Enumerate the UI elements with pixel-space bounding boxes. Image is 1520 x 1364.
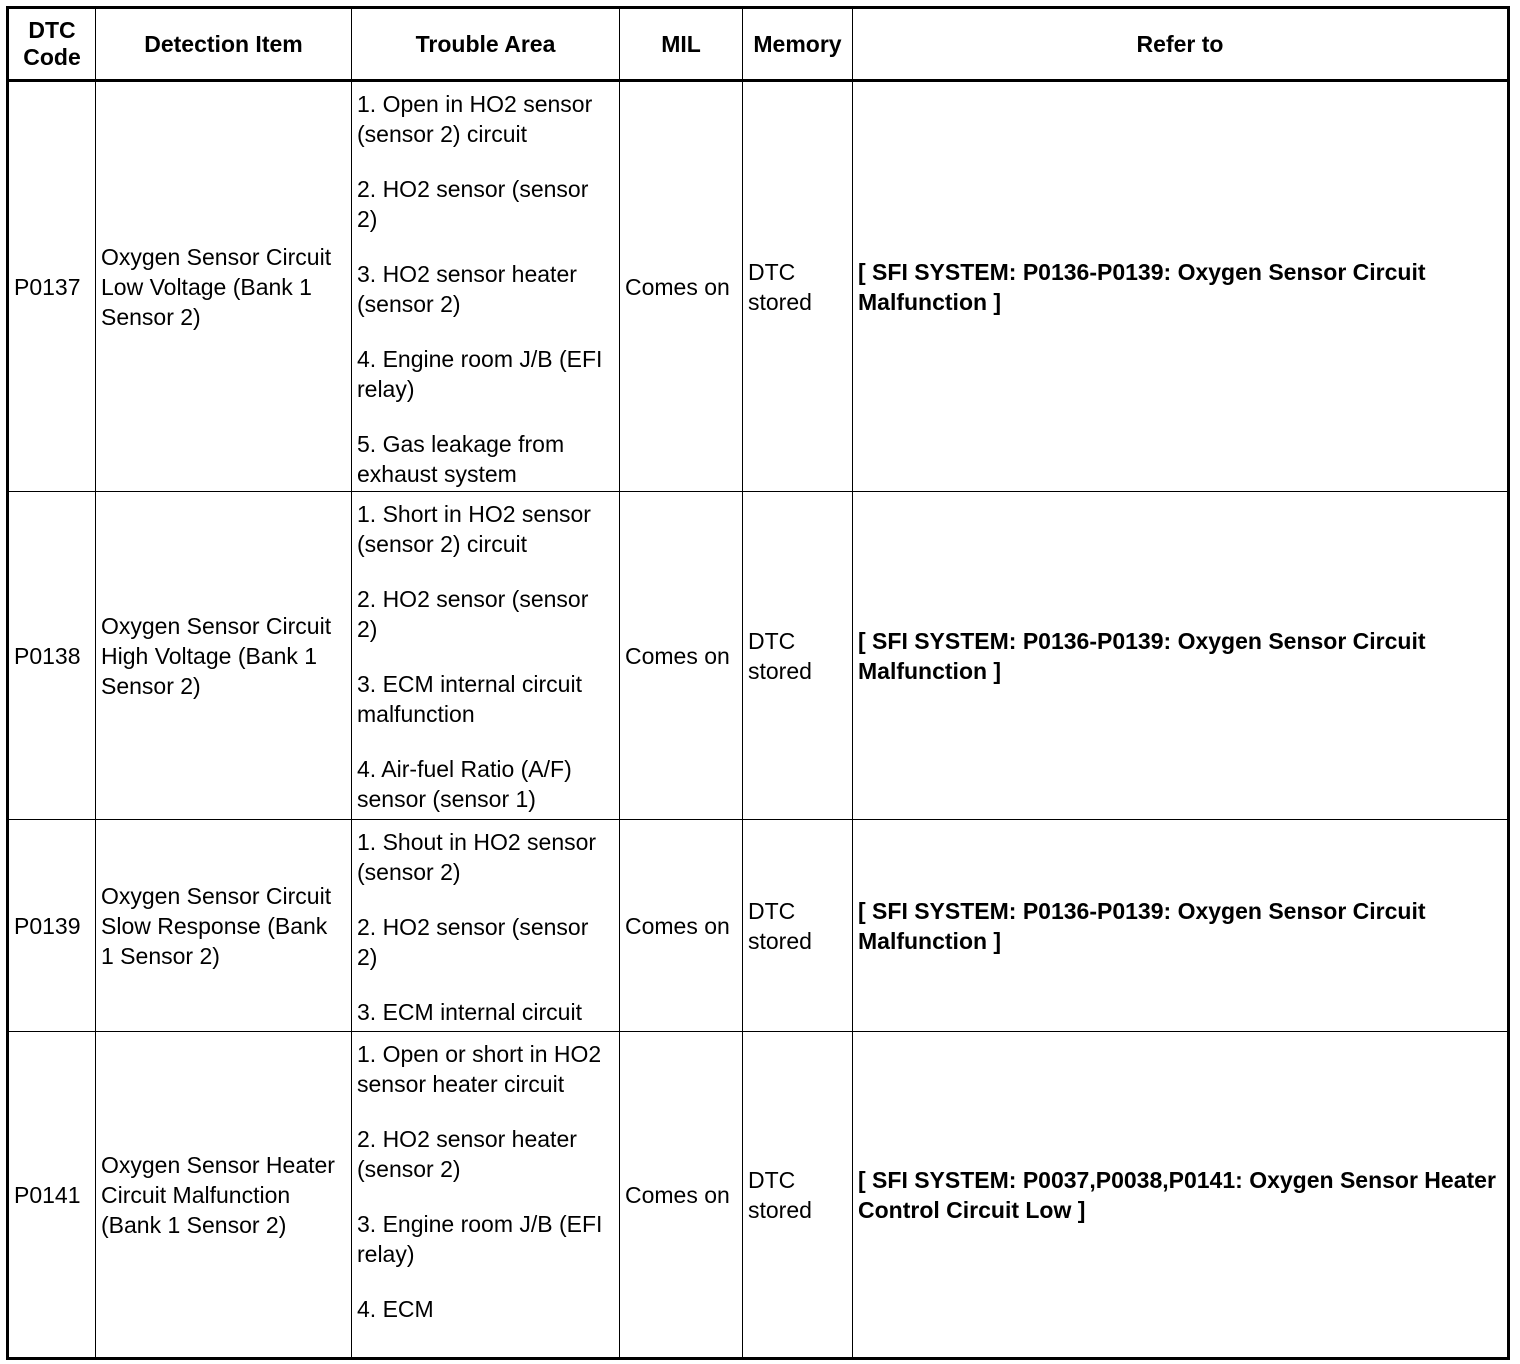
trouble-area-item: 3. ECM internal circuit malfunction [357,671,582,727]
memory-cell: DTC stored [743,492,853,820]
trouble-area-item: 3. ECM internal circuit [357,999,582,1025]
table-body [8,81,1509,1359]
header-refer-to: Refer to [853,8,1509,81]
refer-to-link[interactable]: [ SFI SYSTEM: P0136-P0139: Oxygen Sensor Circuit Malfunction ] [853,81,1509,492]
trouble-area-cell [352,492,620,820]
table-header [8,8,1509,81]
trouble-area-item: 1. Short in HO2 sensor (sensor 2) circuit [357,501,591,557]
memory-cell: DTC stored [743,81,853,492]
trouble-area-item: 1. Open in HO2 sensor (sensor 2) circuit [357,91,593,147]
trouble-area-item: 3. Engine room J/B (EFI relay) [357,1211,603,1267]
header-dtc-code: DTC Code [8,8,96,81]
trouble-area-item: 1. Shout in HO2 sensor (sensor 2) [357,829,597,885]
refer-to-link[interactable]: [ SFI SYSTEM: P0136-P0139: Oxygen Sensor Circuit Malfunction ] [853,820,1509,1032]
trouble-area-item: 1. Open or short in HO2 sensor heater circuit [357,1041,602,1097]
dtc-code-cell: P0139 [8,820,96,1032]
dtc-code-cell: P0137 [8,81,96,492]
mil-cell: Comes on [620,81,743,492]
detection-item-cell: Oxygen Sensor Heater Circuit Malfunction (Bank 1 Sensor 2) [96,1032,352,1359]
memory-cell: DTC stored [743,1032,853,1359]
trouble-area-item: 4. ECM [357,1296,434,1322]
header-mil: MIL [620,8,743,81]
trouble-area-item: 3. HO2 sensor heater (sensor 2) [357,261,577,317]
dtc-code-cell: P0138 [8,492,96,820]
trouble-area-item: 2. HO2 sensor heater (sensor 2) [357,1126,577,1182]
trouble-area-cell [352,81,620,492]
refer-to-link[interactable]: [ SFI SYSTEM: P0037,P0038,P0141: Oxygen Sensor Heater Control Circuit Low ] [853,1032,1509,1359]
detection-item-cell: Oxygen Sensor Circuit Low Voltage (Bank 1 Sensor 2) [96,81,352,492]
mil-cell: Comes on [620,492,743,820]
table-row [8,1032,1509,1359]
table-row [8,81,1509,492]
table-row [8,820,1509,1032]
trouble-area-item: 2. HO2 sensor (sensor 2) [357,586,589,642]
table-row [8,492,1509,820]
trouble-area-item: 2. HO2 sensor (sensor 2) [357,176,589,232]
trouble-area-cell [352,820,620,1032]
dtc-code-cell: P0141 [8,1032,96,1359]
detection-item-cell: Oxygen Sensor Circuit High Voltage (Bank 1 Sensor 2) [96,492,352,820]
header-row [8,8,1509,81]
header-trouble-area: Trouble Area [352,8,620,81]
refer-to-link[interactable]: [ SFI SYSTEM: P0136-P0139: Oxygen Sensor Circuit Malfunction ] [853,492,1509,820]
mil-cell: Comes on [620,820,743,1032]
trouble-area-item: 2. HO2 sensor (sensor 2) [357,914,589,970]
header-memory: Memory [743,8,853,81]
header-detection-item: Detection Item [96,8,352,81]
mil-cell: Comes on [620,1032,743,1359]
trouble-area-item: 4. Air-fuel Ratio (A/F) sensor (sensor 1) [357,756,572,812]
memory-cell: DTC stored [743,820,853,1032]
trouble-area-item: 4. Engine room J/B (EFI relay) [357,346,603,402]
dtc-table [6,6,1510,1360]
trouble-area-cell [352,1032,620,1359]
trouble-area-item: 5. Gas leakage from exhaust system [357,431,565,487]
detection-item-cell: Oxygen Sensor Circuit Slow Response (Bank 1 Sensor 2) [96,820,352,1032]
